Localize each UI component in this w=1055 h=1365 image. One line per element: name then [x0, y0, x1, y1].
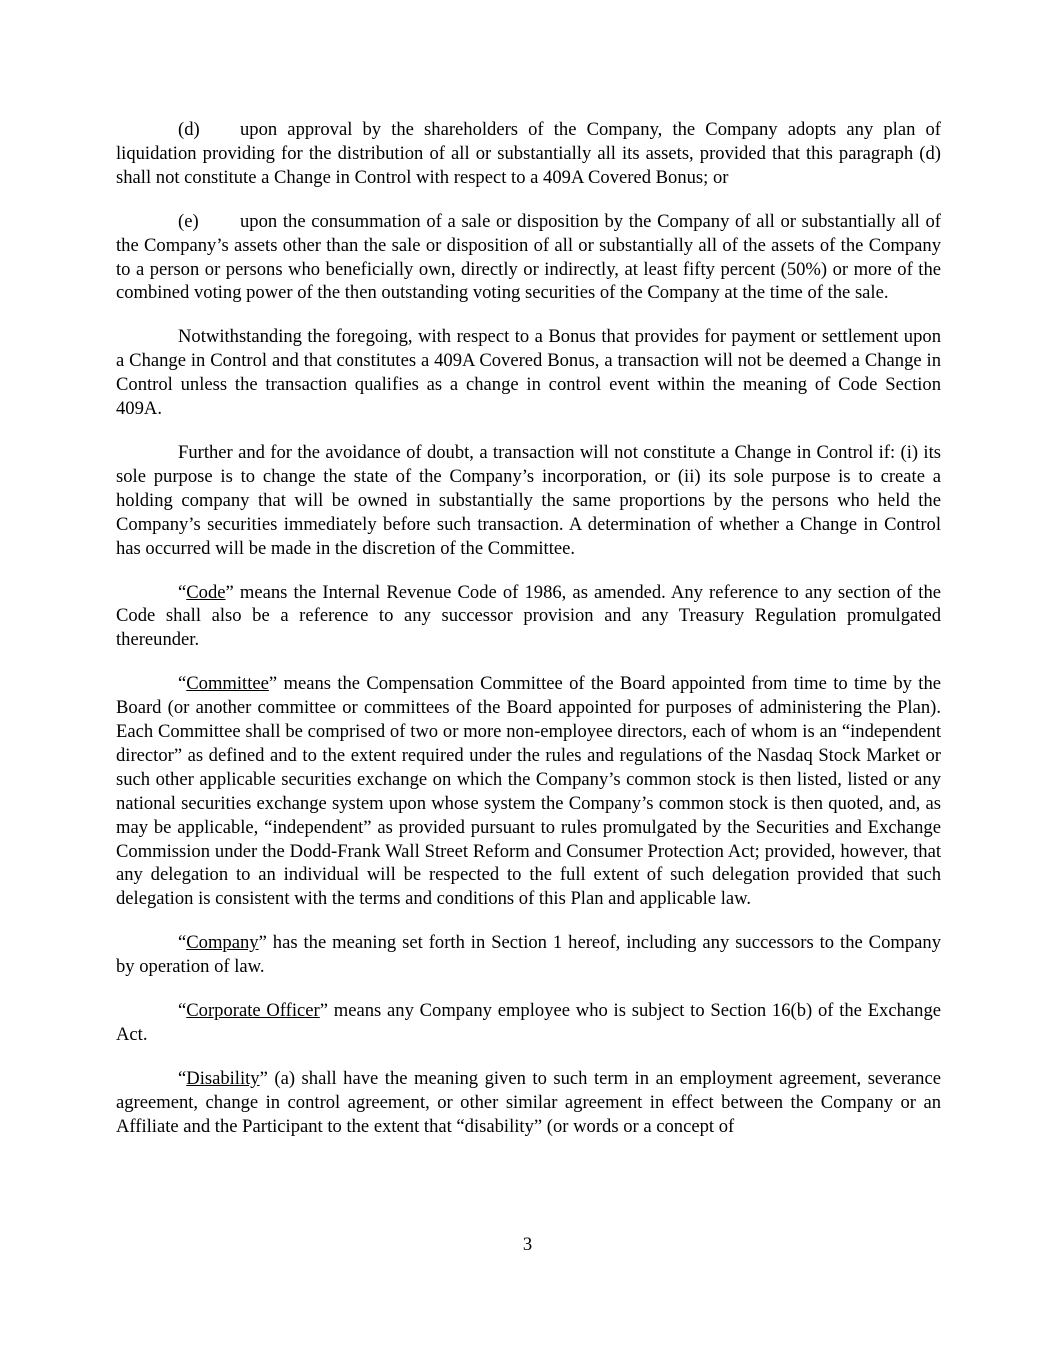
page-number: 3	[522, 1234, 533, 1255]
paragraph-d	[116, 118, 941, 190]
definition-corporate-officer-text: means any Company employee who is subject to Section 16(b) of the Exchange Act.	[116, 1000, 942, 1045]
definition-disability-text: (a) shall have the meaning given to such term in an employment agreement, severance agreement, change in control agreement, or other similar agreement in effect between the Company or an Affiliate and the Participant to the extent that “disability” (or words or a concept of	[116, 1067, 941, 1137]
close-quote: ”	[268, 673, 278, 695]
definition-code-text: means the Internal Revenue Code of 1986, as amended. Any reference to any section of the Code shall also be a reference to any successor provision and any Treasury Regulation promulgated thereunder.	[116, 581, 941, 651]
open-quote: “	[178, 581, 187, 603]
open-quote: “	[178, 932, 187, 954]
definition-committee-text: means the Compensation Committee of the Board appointed from time to time by the Board (or another committee or committees of the Board appointed for purposes of administering the Plan). Each Committee shall be comprised of two or more non-employee directors, each of whom is an “independent director” as defined and to the extent required under the rules and regulations of the Nasdaq Stock Market or such other applicable securities exchange on which the Company’s common stock is then listed, listed or any national securities exchange system upon whose system the Company’s common stock is then quoted, and, as may be applicable, “independent” as provided pursuant to rules promulgated by the Securities and Exchange Commission under the Dodd-Frank Wall Street Reform and Consumer Protection Act; provided, however, that any delegation to an individual will be respected to the full extent of such delegation provided that such delegation is consistent with the terms and conditions of this Plan and applicable law.	[116, 673, 941, 910]
close-quote: ”	[259, 1067, 268, 1089]
defined-term-company: Company	[186, 932, 259, 954]
defined-term-corporate-officer: Corporate Officer	[186, 1000, 320, 1022]
open-quote: “	[178, 1000, 187, 1022]
paragraph-e	[116, 210, 941, 306]
definition-corporate-officer	[116, 999, 941, 1047]
definition-company	[116, 931, 941, 979]
open-quote: “	[178, 1067, 187, 1089]
close-quote: ”	[319, 1000, 328, 1022]
paragraph-e-text: upon the consummation of a sale or disposition by the Company of all or substantially all of the Company’s assets other than the sale or disposition of all or substantially all of the assets of the Company to a person or persons who beneficially own, directly or indirectly, at least fifty percent (50%) or more of the combined voting power of the then outstanding voting securities of the Company at the time of the sale.	[116, 210, 941, 304]
defined-term-code: Code	[186, 581, 226, 603]
definition-committee	[116, 672, 941, 911]
paragraph-e-label: (e)	[178, 210, 199, 232]
paragraph-d-text: upon approval by the shareholders of the Company, the Company adopts any plan of liquidation providing for the distribution of all or substantially all its assets, provided that this paragraph (d) shall not constitute a Change in Control with respect to a 409A Covered Bonus; or	[116, 119, 941, 188]
close-quote: ”	[258, 932, 267, 954]
definition-disability	[116, 1067, 941, 1139]
defined-term-disability: Disability	[186, 1067, 260, 1089]
definition-company-text: has the meaning set forth in Section 1 hereof, including any successors to the Company by operation of law.	[116, 932, 941, 978]
paragraph-d-label: (d)	[178, 119, 200, 140]
defined-term-committee: Committee	[186, 673, 269, 695]
close-quote: ”	[225, 581, 234, 603]
document-body	[116, 118, 941, 1159]
paragraph-notwithstanding: Notwithstanding the foregoing, with respect to a Bonus that provides for payment or settlement upon a Change in Control and that constitutes a 409A Covered Bonus, a transaction will not be deemed a Change in Control unless the transaction qualifies as a change in control event within the meaning of Code Section 409A.	[116, 326, 941, 420]
open-quote: “	[178, 673, 187, 695]
definition-code	[116, 581, 941, 653]
paragraph-further: Further and for the avoidance of doubt, a transaction will not constitute a Change in Control if: (i) its sole purpose is to change the state of the Company’s incorporation, or (ii) its sole purpose is to create a holding company that will be owned in substantially the same proportions by the persons who held the Company’s securities immediately before such transaction. A determination of whether a Change in Control has occurred will be made in the discretion of the Committee.	[116, 441, 941, 559]
